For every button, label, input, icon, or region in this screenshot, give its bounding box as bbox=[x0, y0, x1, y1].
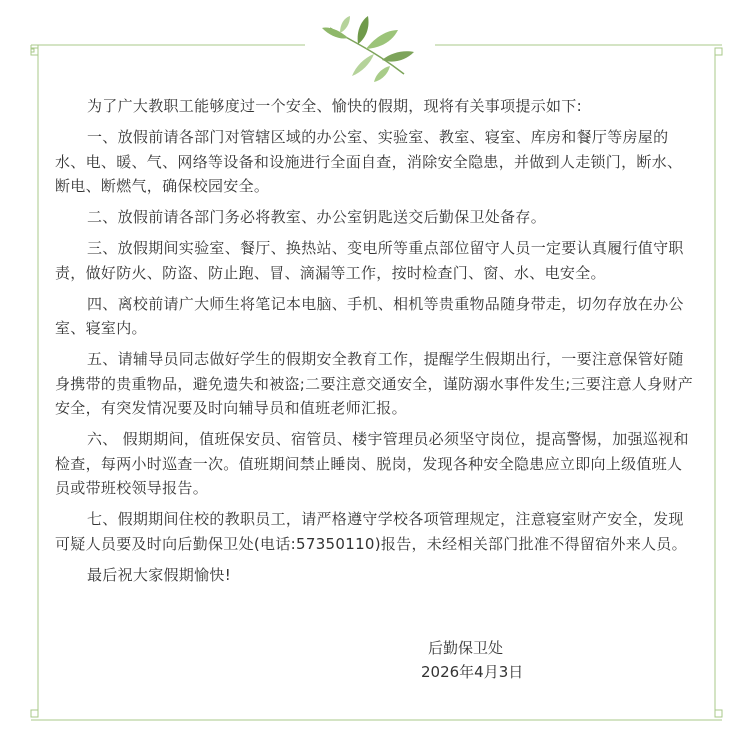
signature-department: 后勤保卫处 bbox=[428, 639, 504, 657]
notice-item-7: 七、假期期间住校的教职员工，请严格遵守学校各项管理规定，注意寝室财产安全，发现可疑人员要及时向后勤保卫处(电话:57350110)报告，未经相关部门批准不得留宿外来人员。 bbox=[55, 510, 687, 553]
notice-item-4: 四、离校前请广大师生将笔记本电脑、手机、相机等贵重物品随身带走，切勿存放在办公室、寝室内。 bbox=[55, 294, 684, 337]
signature-date: 2026年4月3日 bbox=[421, 663, 524, 681]
notice-item-5: 五、请辅导员同志做好学生的假期安全教育工作，提醒学生假期出行，一要注意保管好随身携带的贵重物品，避免遗失和被盗;二要注意交通安全，谨防溺水事件发生;三要注意人身财产安全，有突发情况要及时向辅导员和值班老师汇报。 bbox=[55, 350, 694, 417]
notice-closing: 最后祝大家假期愉快! bbox=[87, 565, 232, 584]
notice-item-2: 二、放假前请各部门务必将教室、办公室钥匙送交后勤保卫处备存。 bbox=[87, 208, 547, 226]
notice-item-6: 六、 假期期间，值班保安员、宿管员、楼宇管理员必须坚守岗位，提高警惕，加强巡视和检查，每两小时巡查一次。值班期间禁止睡岗、脱岗，发现各种安全隐患应立即向上级值班人员或带班校领导报告。 bbox=[55, 430, 689, 497]
notice-item-1: 一、放假前请各部门对管辖区域的办公室、实验室、教室、寝室、库房和餐厅等房屋的水、电、暖、气、网络等设备和设施进行全面自查，消除安全隐患，并做到人走锁门，断水、断电、断燃气，确保校园安全。 bbox=[55, 128, 683, 195]
notice-body bbox=[55, 94, 695, 594]
notice-intro: 为了广大教职工能够度过一个安全、愉快的假期，现将有关事项提示如下: bbox=[87, 97, 582, 115]
leaf-sprig-icon bbox=[318, 16, 418, 82]
notice-item-3: 三、放假期间实验室、餐厅、换热站、变电所等重点部位留守人员一定要认真履行值守职责，做好防火、防盗、防止跑、冒、滴漏等工作，按时检查门、窗、水、电安全。 bbox=[55, 239, 684, 282]
